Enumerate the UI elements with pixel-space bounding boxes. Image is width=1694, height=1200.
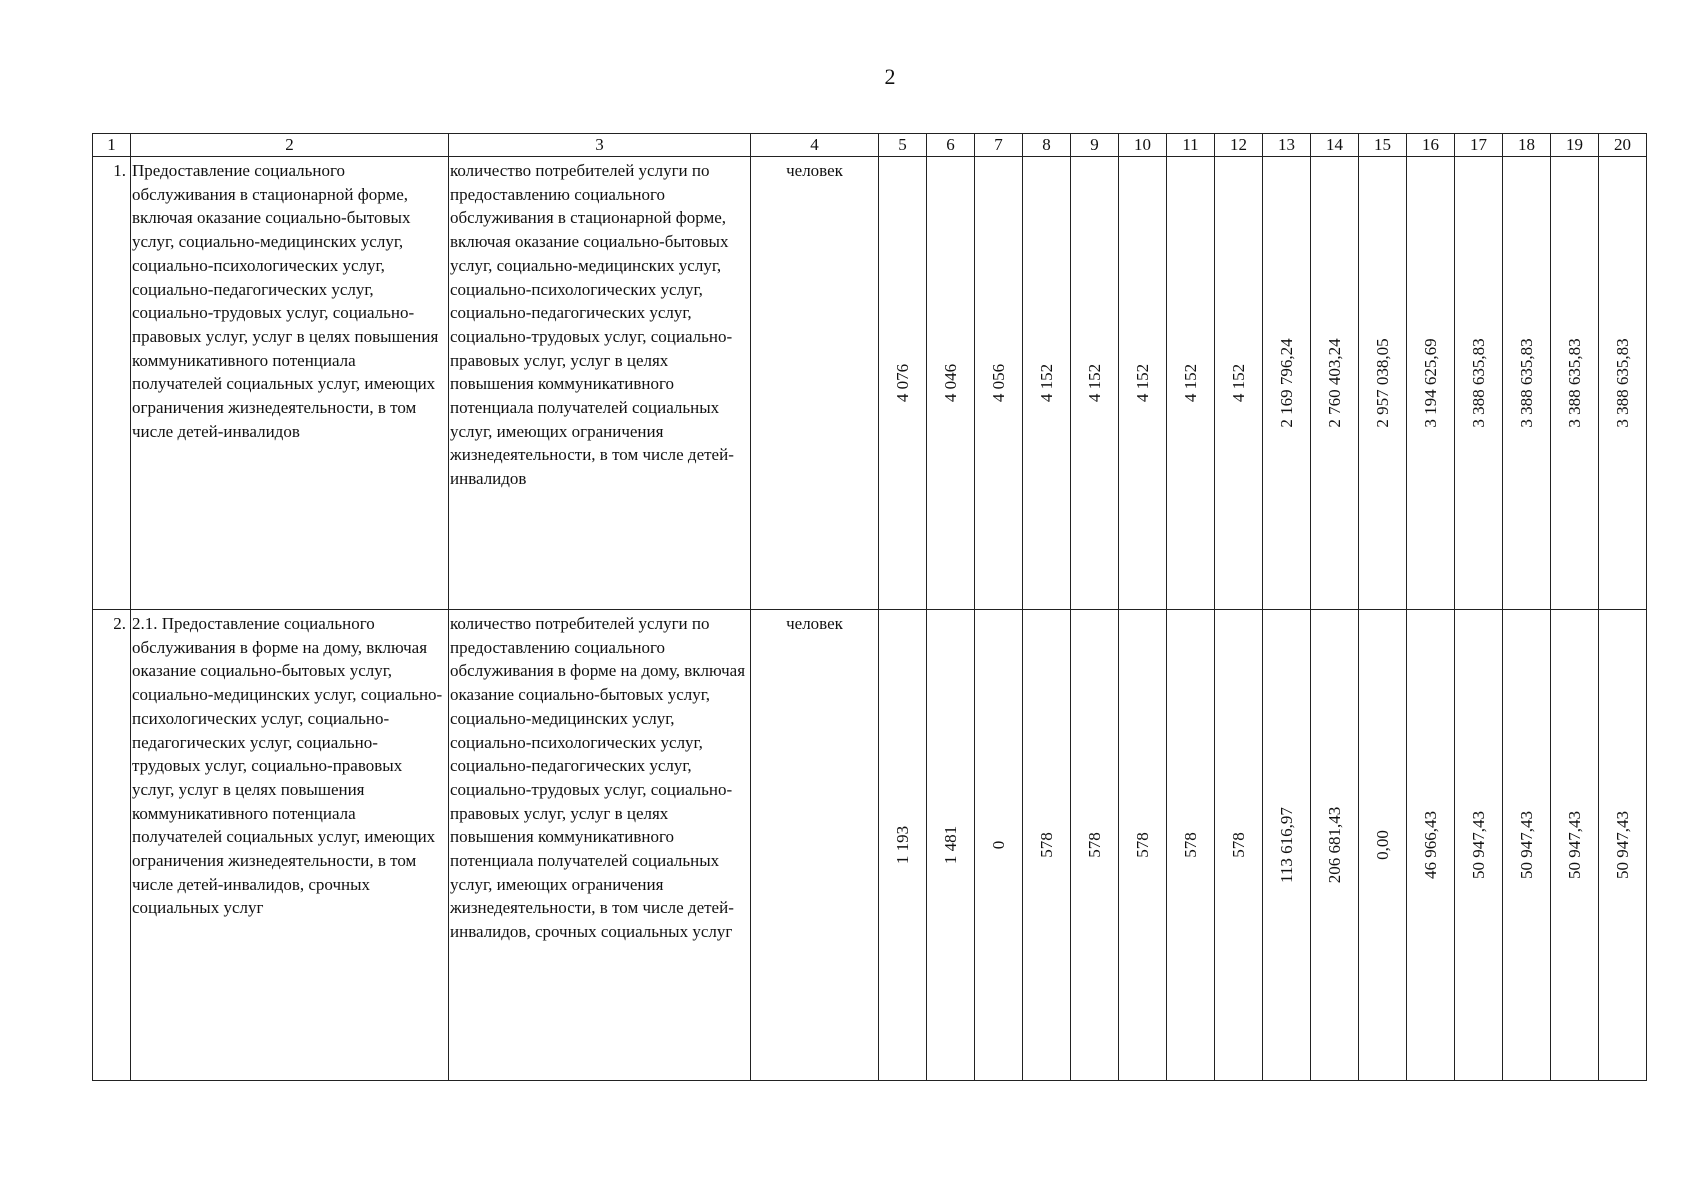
value-text: 1 481	[940, 825, 960, 865]
value-cell	[1551, 610, 1599, 1081]
value-cell	[1119, 157, 1167, 610]
value-cell	[1599, 610, 1647, 1081]
header-cell: 6	[927, 134, 975, 157]
value-text: 50 947,43	[1564, 811, 1584, 879]
header-cell: 9	[1071, 134, 1119, 157]
value-cell	[1215, 157, 1263, 610]
header-cell: 10	[1119, 134, 1167, 157]
value-text: 4 046	[940, 363, 960, 403]
header-cell: 2	[131, 134, 449, 157]
value-text: 3 388 635,83	[1516, 338, 1536, 428]
header-cell: 7	[975, 134, 1023, 157]
value-text: 3 388 635,83	[1612, 338, 1632, 428]
unit-of-measure: человек	[751, 157, 879, 610]
header-cell: 17	[1455, 134, 1503, 157]
header-cell: 15	[1359, 134, 1407, 157]
table-row	[93, 610, 1647, 1081]
value-text: 578	[1084, 832, 1104, 858]
value-cell	[1359, 157, 1407, 610]
value-text: 4 152	[1036, 363, 1056, 403]
row-number: 1.	[93, 157, 131, 610]
value-cell	[1359, 610, 1407, 1081]
header-cell: 20	[1599, 134, 1647, 157]
value-text: 0	[988, 840, 1008, 850]
value-text: 578	[1132, 832, 1152, 858]
header-cell: 5	[879, 134, 927, 157]
header-cell: 3	[449, 134, 751, 157]
value-cell	[1119, 610, 1167, 1081]
header-cell: 13	[1263, 134, 1311, 157]
row-number: 2.	[93, 610, 131, 1081]
value-text: 578	[1036, 832, 1056, 858]
value-cell	[1023, 157, 1071, 610]
value-cell	[1503, 157, 1551, 610]
value-cell	[1407, 157, 1455, 610]
value-cell	[1551, 157, 1599, 610]
table-row	[93, 157, 1647, 610]
value-cell	[1263, 610, 1311, 1081]
value-text: 2 169 796,24	[1276, 338, 1296, 428]
value-text: 4 152	[1180, 363, 1200, 403]
value-text: 3 388 635,83	[1564, 338, 1584, 428]
value-text: 578	[1180, 832, 1200, 858]
value-text: 113 616,97	[1276, 807, 1296, 883]
value-cell	[1167, 157, 1215, 610]
service-name: Предоставление социального обслуживания в стационарной форме, включая оказание социально-бытовых услуг, социально-медицинских услуг, социально-психологических услуг, социально-педагогических услуг, социально-трудовых услуг, социально-правовых услуг, услуг в целях повышения коммуникативного потенциала получателей социальных услуг, имеющих ограничения жизнедеятельности, в том числе детей-инвалидов	[131, 157, 449, 610]
indicator-name: количество потребителей услуги по предоставлению социального обслуживания в стационарной форме, включая оказание социально-бытовых услуг, социально-медицинских услуг, социально-психологических услуг, социально-педагогических услуг, социально-трудовых услуг, социально-правовых услуг, услуг в целях повышения коммуникативного потенциала получателей социальных услуг, имеющих ограничения жизнедеятельности, в том числе детей-инвалидов	[449, 157, 751, 610]
value-text: 4 056	[988, 363, 1008, 403]
indicator-name: количество потребителей услуги по предоставлению социального обслуживания в форме на дому, включая оказание социально-бытовых услуг, социально-медицинских услуг, социально-психологических услуг, социально-педагогических услуг, социально-трудовых услуг, социально-правовых услуг, услуг в целях повышения коммуникативного потенциала получателей социальных услуг, имеющих ограничения жизнедеятельности, в том числе детей-инвалидов, срочных социальных услуг	[449, 610, 751, 1081]
value-text: 3 194 625,69	[1420, 338, 1440, 428]
value-text: 50 947,43	[1468, 811, 1488, 879]
value-cell	[1455, 157, 1503, 610]
value-cell	[1455, 610, 1503, 1081]
value-text: 578	[1228, 832, 1248, 858]
value-text: 206 681,43	[1324, 806, 1344, 884]
header-row	[93, 134, 1647, 157]
header-cell: 14	[1311, 134, 1359, 157]
value-cell	[1167, 610, 1215, 1081]
value-cell	[1311, 157, 1359, 610]
value-text: 2 760 403,24	[1324, 338, 1344, 428]
data-table	[92, 133, 1647, 1081]
page-number: 2	[884, 64, 896, 89]
value-cell	[879, 157, 927, 610]
service-name: 2.1. Предоставление социального обслуживания в форме на дому, включая оказание социально-бытовых услуг, социально-медицинских услуг, социально-психологических услуг, социально-педагогических услуг, социально-трудовых услуг, социально-правовых услуг, услуг в целях повышения коммуникативного потенциала получателей социальных услуг, имеющих ограничения жизнедеятельности, в том числе детей-инвалидов, срочных социальных услуг	[131, 610, 449, 1081]
header-cell: 12	[1215, 134, 1263, 157]
value-cell	[927, 157, 975, 610]
value-text: 2 957 038,05	[1372, 338, 1392, 428]
value-text: 4 152	[1132, 363, 1152, 403]
value-text: 0,00	[1372, 830, 1392, 860]
unit-of-measure: человек	[751, 610, 879, 1081]
value-cell	[1311, 610, 1359, 1081]
value-cell	[1071, 610, 1119, 1081]
header-cell: 16	[1407, 134, 1455, 157]
value-text: 3 388 635,83	[1468, 338, 1488, 428]
value-cell	[1503, 610, 1551, 1081]
value-cell	[1215, 610, 1263, 1081]
value-cell	[1599, 157, 1647, 610]
value-cell	[1023, 610, 1071, 1081]
value-cell	[927, 610, 975, 1081]
value-text: 4 076	[892, 363, 912, 403]
header-cell: 19	[1551, 134, 1599, 157]
value-text: 50 947,43	[1516, 811, 1536, 879]
value-text: 4 152	[1084, 363, 1104, 403]
header-cell: 18	[1503, 134, 1551, 157]
header-cell: 11	[1167, 134, 1215, 157]
value-cell	[975, 610, 1023, 1081]
value-text: 50 947,43	[1612, 811, 1632, 879]
value-cell	[1071, 157, 1119, 610]
value-text: 4 152	[1228, 363, 1248, 403]
header-cell: 8	[1023, 134, 1071, 157]
value-cell	[879, 610, 927, 1081]
value-text: 1 193	[892, 825, 912, 865]
value-cell	[1263, 157, 1311, 610]
value-cell	[1407, 610, 1455, 1081]
header-cell: 4	[751, 134, 879, 157]
value-text: 46 966,43	[1420, 811, 1440, 879]
header-cell: 1	[93, 134, 131, 157]
value-cell	[975, 157, 1023, 610]
